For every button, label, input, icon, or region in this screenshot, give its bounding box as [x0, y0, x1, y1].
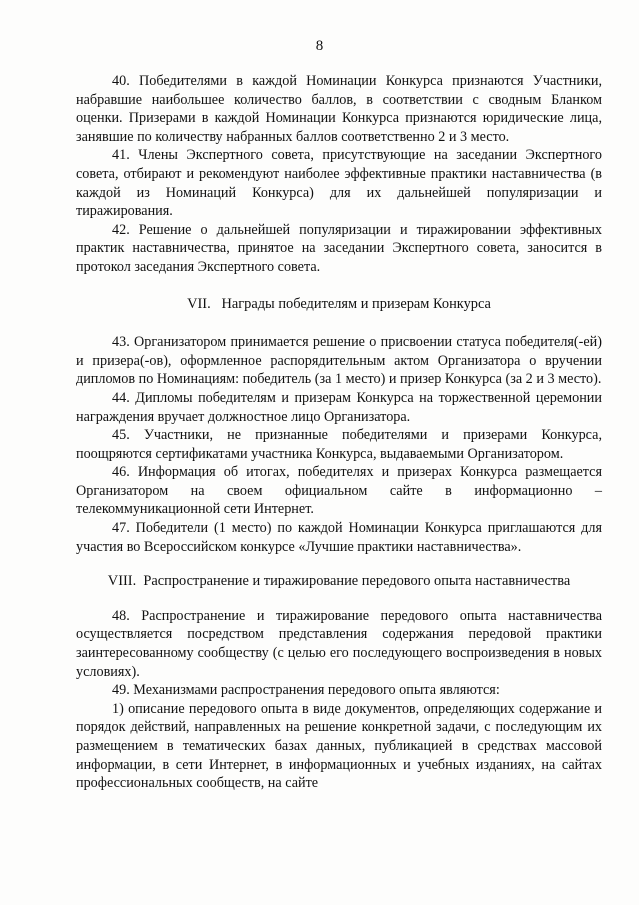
- list-item-1: 1) описание передового опыта в виде документов, определяющих содержание и порядок действий, направленных на решение конкретной задачи, с последующим их размещением в тематических базах данных, публикацией в средствах массовой информации, в сети Интернет, в информационных и учебных изданиях, на сайтах профессиональных сообществ, на сайте: [76, 700, 602, 792]
- page-number: 8: [315, 38, 324, 54]
- paragraph-42: 42. Решение о дальнейшей популяризации и тиражировании эффективных практик наставничества, принятое на заседании Экспертного совета, заносится в протокол заседания Экспертного совета.: [76, 221, 602, 275]
- paragraph-47: 47. Победители (1 место) по каждой Номинации Конкурса приглашаются для участия во Всероссийском конкурсе «Лучшие практики наставничества».: [76, 520, 602, 555]
- paragraph-45: 45. Участники, не признанные победителями и призерами Конкурса, поощряются сертификатами участника Конкурса, выдаваемыми Организатором.: [76, 427, 602, 462]
- paragraph-48: 48. Распространение и тиражирование передового опыта наставничества осуществляется посредством представления содержания передовой практики заинтересованному сообществу (с целью его последующего воспроизведения в новых условиях).: [76, 607, 602, 680]
- paragraph-41: 41. Члены Экспертного совета, присутствующие на заседании Экспертного совета, отбирают и рекомендуют наиболее эффективные практики наставничества (в каждой из Номинаций Конкурса) для их дальнейшей популяризации и тиражирования.: [76, 147, 602, 220]
- paragraph-49: 49. Механизмами распространения передового опыта являются:: [112, 682, 500, 699]
- document-body: [76, 72, 602, 793]
- section-heading-viii: VIII. Распространение и тиражирование передового опыта наставничества: [107, 573, 571, 590]
- paragraph-40: 40. Победителями в каждой Номинации Конкурса признаются Участники, набравшие наибольшее количество баллов, в соответствии с сводным Бланком оценки. Призерами в каждой Номинации Конкурса признаются юридические лица, занявшие по количеству набранных баллов соответственно 2 и 3 место.: [76, 73, 602, 145]
- section-heading-vii: VII. Награды победителям и призерам Конкурса: [187, 295, 491, 312]
- paragraph-44: 44. Дипломы победителям и призерам Конкурса на торжественной церемонии награждения вручает должностное лицо Организатора.: [76, 389, 602, 425]
- paragraph-46: 46. Информация об итогах, победителях и призерах Конкурса размещается Организатором на своем официальном сайте в информационно – телекоммуникационной сети Интернет.: [76, 464, 602, 518]
- paragraph-43: 43. Организатором принимается решение о присвоении статуса победителя(-ей) и призера(-ов), оформленное распорядительным актом Организатора о вручении дипломов по Номинациям: победитель (за 1 место) и призер Конкурса (за 2 и 3 место).: [76, 334, 602, 388]
